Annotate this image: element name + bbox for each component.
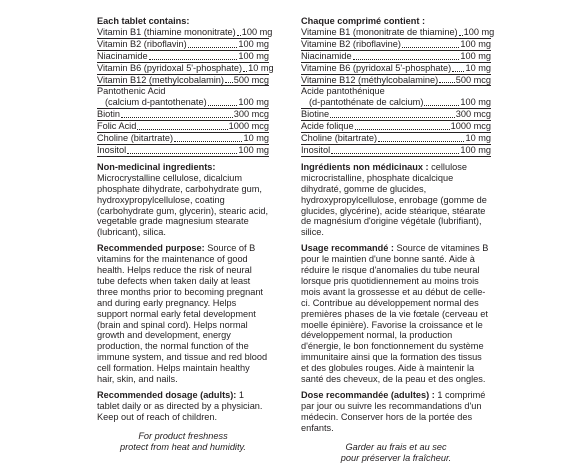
ingredient-amount: 100 mg — [463, 26, 495, 37]
ingredient-name: Vitamin B6 (pyridoxal 5'-phosphate) — [97, 62, 243, 73]
ingredient-amount: 100 mg — [238, 38, 269, 49]
ingredient-row — [301, 75, 491, 87]
ingredient-amount: 10 mg — [465, 133, 491, 144]
ingredient-amount: 300 mcg — [455, 109, 491, 120]
leader-dots — [331, 153, 459, 154]
ingredient-subname: (calcium d-pantothenate) — [105, 97, 207, 108]
leader-dots — [121, 117, 233, 118]
recommended-purpose — [301, 243, 491, 385]
french-column — [301, 16, 495, 463]
ingredient-amount: 10 mg — [243, 133, 269, 144]
ingredient-amount: 100 mg — [241, 26, 273, 37]
ingredient-name: Vitamin B12 (methylcobalamin) — [97, 74, 224, 85]
ingredient-name: Pantothenic Acid — [97, 86, 166, 97]
ingredient-row — [97, 133, 269, 145]
ingredient-row — [97, 75, 269, 87]
leader-dots — [237, 35, 241, 36]
ingredient-amount: 100 mg — [238, 144, 269, 155]
leader-dots — [137, 129, 227, 130]
leader-dots — [243, 71, 247, 72]
ingredient-amount: 1000 mcg — [450, 121, 491, 132]
ingredient-name: Acide pantothénique — [301, 86, 385, 97]
ingredient-row — [97, 26, 273, 39]
leader-dots — [355, 129, 450, 130]
ingredient-name: Folic Acid — [97, 121, 137, 132]
section-text: cellulose microcristalline, phosphate dicalcique dihydraté, gomme de glucides, hydroxypropylcellulose, enrobage (gomme de glucides, glycérine), acide stéarique, stéarate de magnésium d'origine végétale (lubrifiant), silice. — [301, 161, 487, 238]
ingredient-name: Biotine — [301, 109, 330, 120]
ingredient-name: Inositol — [97, 144, 127, 155]
nonmedicinal-ingredients — [97, 162, 269, 238]
leader-dots — [330, 117, 455, 118]
leader-dots — [378, 141, 464, 142]
ingredient-amount: 100 mg — [460, 97, 491, 108]
ingredient-row — [301, 109, 491, 121]
leader-dots — [353, 59, 460, 60]
ingredient-amount: 10 mg — [465, 62, 491, 73]
section-text: Source de vitamines B pour le maintien d'une bonne santé. Aide à réduire le risque d'anomalies du tube neural lorsque pris quotidiennement au moins trois mois avant la grossesse et au début de celle-ci. Contribue au développement normal des premières phases de la vie fœtale (cerveau et moelle épinière). Favorise la croissance et le développement normal, la production d'énergie, le bon fonctionnement du système immunitaire ainsi que la formation des tissus et des globules rouges. Aide à maintenir la santé des cheveux, de la peau et des ongles. — [301, 243, 489, 385]
section-text: Source of B vitamins for the maintenance of good health. Helps reduce the risk of neural tube defects when taken daily at least three months prior to becoming pregnant and during early pregnancy. Helps support normal early fetal development (brain and spinal cord). Helps normal growth and development, energy production, the normal function of the immune system, and tissue and red blood cell formation. Helps maintain healthy hair, skin, and nails. — [97, 243, 268, 385]
ingredient-name: Vitamine B1 (mononitrate de thiamine) — [301, 26, 458, 37]
ingredient-name: Choline (bitartrate) — [301, 133, 378, 144]
ingredient-amount: 500 mcg — [233, 74, 269, 85]
english-ingredients-list — [97, 26, 274, 157]
ingredient-row — [301, 121, 491, 133]
storage-note-line: pour préserver la fraîcheur. — [340, 452, 452, 463]
section-text: 1 tablet daily or as directed by a physician. Keep out of reach of children. — [97, 390, 263, 422]
ingredient-row — [97, 51, 269, 63]
ingredient-name: Acide folique — [301, 121, 354, 132]
ingredient-name: Vitamine B6 (pyridoxal 5'-phosphate) — [301, 62, 452, 73]
recommended-purpose — [97, 243, 269, 385]
storage-note — [97, 431, 269, 453]
french-header: Chaque comprimé contient : — [301, 16, 426, 26]
leader-dots — [174, 141, 242, 142]
section-heading: Recommended purpose: — [97, 243, 205, 254]
french-ingredients-list — [301, 26, 495, 157]
ingredient-name: Vitamin B2 (riboflavin) — [97, 38, 187, 49]
leader-dots — [149, 59, 238, 60]
ingredient-row — [301, 39, 491, 51]
ingredient-name: Vitamine B2 (riboflavine) — [301, 38, 401, 49]
leader-dots — [402, 47, 459, 48]
ingredient-name: Vitamine B12 (méthylcobalamine) — [301, 74, 439, 85]
ingredient-amount: 500 mcg — [455, 74, 491, 85]
storage-note-line: Garder au frais et au sec — [345, 441, 447, 452]
ingredient-amount: 100 mg — [460, 38, 491, 49]
ingredient-row — [301, 133, 491, 145]
english-column — [97, 16, 274, 453]
section-heading: Ingrédients non médicinaux : — [301, 161, 429, 172]
leader-dots — [127, 153, 237, 154]
ingredient-row — [301, 26, 495, 39]
ingredient-amount: 100 mg — [238, 97, 269, 108]
ingredient-row — [301, 63, 491, 75]
ingredient-row — [97, 109, 269, 121]
leader-dots — [208, 105, 238, 106]
leader-dots — [439, 82, 455, 83]
english-header: Each tablet contains: — [97, 16, 190, 26]
ingredient-name: Choline (bitartrate) — [97, 133, 174, 144]
section-heading: Recommended dosage (adults): — [97, 390, 237, 400]
storage-note-line: protect from heat and humidity. — [120, 441, 246, 452]
recommended-dosage — [301, 390, 491, 434]
ingredient-row — [97, 62, 274, 75]
nonmedicinal-ingredients — [301, 162, 491, 238]
section-text: Microcrystalline cellulose, dicalcium phosphate dihydrate, carbohydrate gum, hydroxypropylcellulose, coating (carbohydrate gum, glycerin), stearic acid, vegetable grade magnesium stearate (lubricant), silica. — [97, 172, 269, 238]
ingredient-name: Niacinamide — [97, 50, 148, 61]
ingredient-name: Biotin — [97, 109, 120, 120]
ingredient-subname: (d-pantothénate de calcium) — [309, 97, 424, 108]
ingredient-name: Niacinamide — [301, 50, 352, 61]
ingredient-row — [97, 145, 269, 157]
leader-dots — [459, 35, 463, 36]
section-heading: Non-medicinal ingredients: — [97, 161, 216, 172]
recommended-dosage — [97, 390, 269, 423]
section-heading: Usage recommandé : — [301, 243, 394, 254]
ingredient-amount: 1000 mcg — [228, 121, 269, 132]
storage-note — [301, 442, 491, 463]
ingredient-amount: 100 mg — [460, 144, 491, 155]
ingredient-row — [301, 145, 491, 157]
ingredient-row — [97, 97, 269, 109]
leader-dots — [188, 47, 238, 48]
ingredient-row — [301, 51, 491, 63]
ingredient-amount: 100 mg — [238, 50, 269, 61]
ingredient-row — [97, 121, 269, 133]
storage-note-line: For product freshness — [138, 430, 228, 441]
ingredient-amount: 100 mg — [460, 50, 491, 61]
ingredient-row — [97, 39, 269, 51]
leader-dots — [452, 71, 464, 72]
ingredient-amount: 10 mg — [248, 62, 274, 73]
ingredient-name: Vitamin B1 (thiamine mononitrate) — [97, 26, 236, 37]
ingredient-amount: 300 mcg — [233, 109, 269, 120]
leader-dots — [225, 82, 233, 83]
section-text: 1 comprimé par jour ou suivre les recommandations d'un médecin. Conserver hors de la portée des enfants. — [301, 390, 486, 433]
ingredient-name: Inositol — [301, 144, 331, 155]
section-heading: Dose recommandée (adultes) : — [301, 390, 435, 400]
leader-dots — [424, 105, 459, 106]
ingredient-row — [301, 97, 491, 109]
